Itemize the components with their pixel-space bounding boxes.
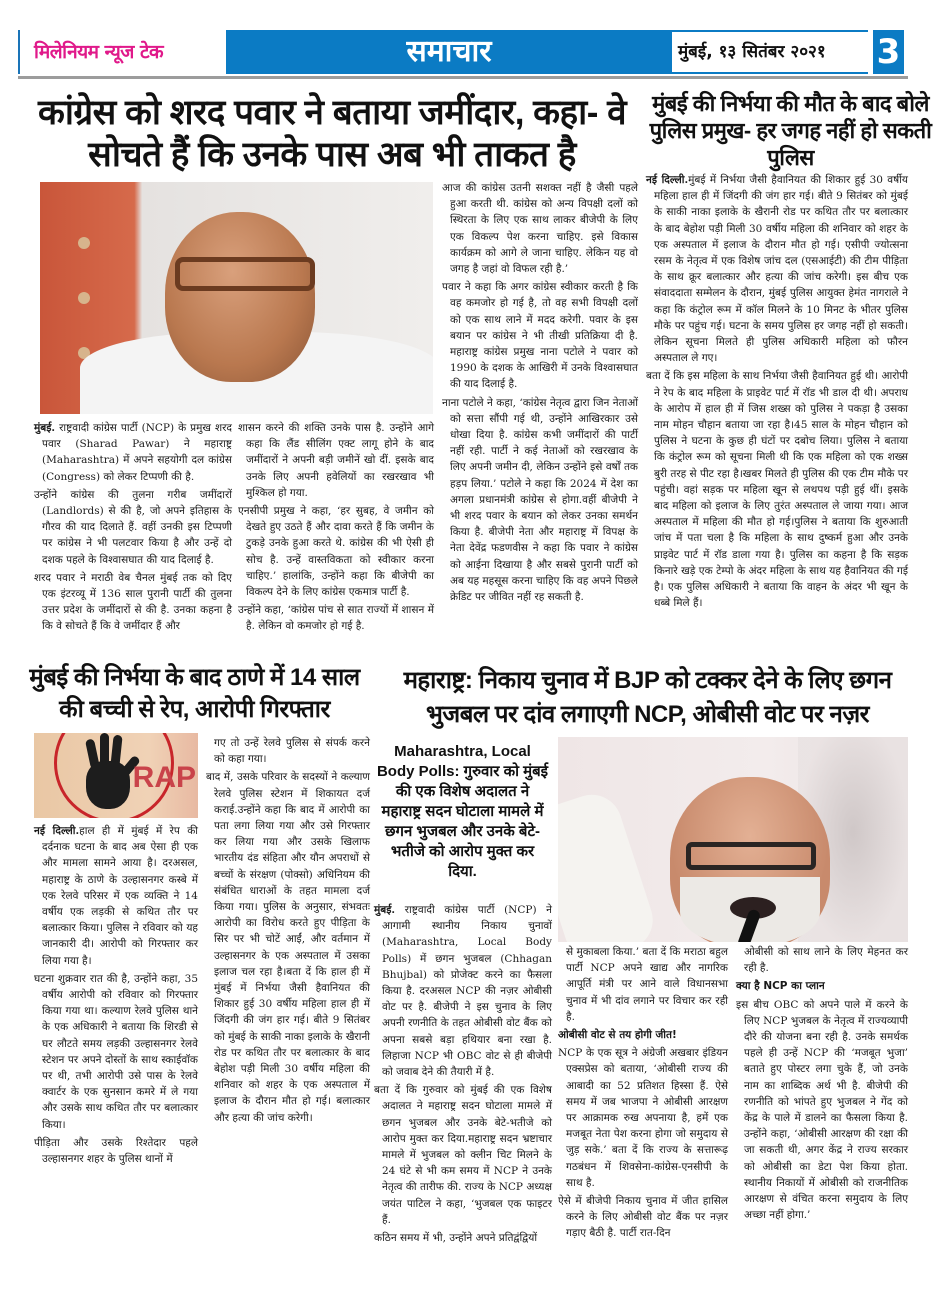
- page-number: 3: [868, 30, 904, 74]
- article-paragraph: [736, 944, 908, 976]
- story1-column-1: [34, 420, 232, 637]
- article-paragraph: [558, 944, 728, 1025]
- article-paragraph: [34, 823, 198, 969]
- paragraph-text: राष्ट्रवादी कांग्रेस पार्टी (NCP) ने आगामी स्थानीय निकाय चुनावों (Maharashtra, Local Body Polls) में छगन भुजबल (Chhagan Bhujbal) को प्रोजेक्ट करने का फैसला किया है. दरअसल NCP की नज़र ओबीसी वोट पर है. बीजेपी ने इस चुनाव के लिए अपनी रणनीति के तहत ओबीसी वोट बैंक को अपना सबसे बड़ा हथियार बना रखा है. लिहाजा NCP भी OBC वोट से ही बीजेपी को जवाब देने की तैयारी में है.: [382, 904, 552, 1079]
- photo-face: [165, 212, 315, 382]
- paragraph-text: बता दें कि इस महिला के साथ निर्भया जैसी हैवानियत हुई थी। आरोपी ने रेप के बाद महिला के प्राइवेट पार्ट में रॉड भी डाल दी थी। अपराध के आरोप में हाल ही में जिस शख्स को पुलिस ने पकड़ा है उसका नाम मोहन चौहान बताया जा रहा है।45 साल के मोहन चौहान को पुलिस ने घटना के कुछ ही घंटों पर दबोच लिया। पुलिस ने बताया कि कंट्रोल रूम को सूचना मिली थी कि एक महिला को एक शख्स बुरी तरह से पीट रहा है।खबर मिलते ही पुलिस की एक टीम मौके पर पहुंची। वहां सड़क पर महिला खून से लथपथ पड़ी हुई थीं। इसके बाद महिला को इलाज के लिए तुरंत अस्पताल ले जाया गया। आज अस्पताल में महिला की मौत हो गई।पुलिस ने बताया कि शुरुआती जांच में पता चला है कि महिला के साथ दुष्कर्म हुआ और उनके प्राइवेट पार्ट में रॉड डाला गया है। पुलिस का कहना है कि सड़क किनारे खड़े एक टेम्पो के अंदर महिला के साथ यह हैवानियत की गई है। एक पुलिस अधिकारी ने बताया कि वाहन के अंदर भी खून के धब्बे मिले हैं।: [646, 370, 908, 610]
- story3-column-1: [34, 823, 198, 1169]
- handprint-photo: [34, 733, 198, 818]
- article-paragraph: [34, 487, 232, 568]
- story3-headline: मुंबई की निर्भया के बाद ठाणे में 14 साल की बच्ची से रेप, आरोपी गिरफ्तार: [29, 664, 360, 723]
- paragraph-text: शरद पवार ने मराठी वेब चैनल मुंबई तक को दिए एक इंटरव्यू में 136 साल पुरानी पार्टी की तुलना उत्तर प्रदेश के जमींदारों से की है. उनका कहना है कि वे सोचते हैं कि वे जमींदार हैं और: [34, 571, 232, 633]
- paragraph-text: राष्ट्रवादी कांग्रेस पार्टी (NCP) के प्रमुख शरद पवार (Sharad Pawar) ने महाराष्ट्र (Maharashtra) में अपने सहयोगी दल कांग्रेस (Congress) को लेकर टिप्पणी की है.: [42, 422, 232, 483]
- story4-deck: Maharashtra, Local Body Polls: गुरुवार को मुंबई की एक विशेष अदालत ने महाराष्ट्र सदन घोटाला मामले में छगन भुजबल और उनके बेटे-भतीजे को आरोप मुक्त कर दिया.: [376, 743, 549, 880]
- story4-column-1: [374, 902, 552, 1248]
- story4-column-3: [736, 944, 908, 1225]
- article-paragraph: [206, 735, 370, 767]
- sharad-pawar-photo: [40, 182, 433, 414]
- newspaper-brand: मिलेनियम न्यूज टेक: [18, 30, 226, 74]
- masthead-divider: [18, 76, 908, 79]
- photo-glasses: [175, 257, 315, 291]
- masthead: [18, 30, 908, 74]
- photo-arm: [558, 787, 661, 942]
- paragraph-text: बाद में, उसके परिवार के सदस्यों ने कल्याण रेलवे पुलिस स्टेशन में शिकायत दर्ज कराई.उन्होंने कहा कि बाद में आरोपी का पता लगा लिया गया और उसे गिरफ्तार कर लिया गया और उसके खिलाफ भारतीय दंड संहिता और यौन अपराधों से बच्चों के संरक्षण (पोक्सो) अधिनियम की संबंधित धाराओं के तहत मामला दर्ज किया गया। पुलिस के अनुसार, संभवतः आरोपी का विरोध करते हुए पीड़िता के सिर पर भी चोटें आईं, और वर्तमान में उल्हासनगर के एक अस्पताल में उसका इलाज चल रहा है।बता दें कि हाल ही में मुंबई में निर्भया जैसी हैवानियत की शिकार हुई 30 वर्षीय महिला हाल ही में जिंदगी की जंग हार गई। बीते 9 सितंबर को मुंबई के साकी नाका इलाके के खैरानी रोड पर कथित तौर पर बलात्कार के बाद बेहोश पड़ी मिली 30 वर्षीय महिला की शनिवार को शहर के एक अस्पताल में इलाज के दौरान मौत हो गई। बलात्कार और हत्या की जांच करेगी।: [206, 771, 370, 1124]
- paragraph-text: आज की कांग्रेस उतनी सशक्त नहीं है जैसी पहले हुआ करती थी. कांग्रेस को अन्य विपक्षी दलों को स्थिरता के लिए एक साथ लाकर बीजेपी के लिए एक विकल्प पेश करना चाहिए. इसे विकास कार्यक्रम को आगे ले जाना चाहिए. लेकिन यह वो जगह है जहां वो विफल रही है.’: [442, 182, 638, 276]
- story3-column-2: [206, 735, 370, 1128]
- paragraph-text: हाल ही में मुंबई में रेप की दर्दनाक घटना के बाद अब ऐसा ही एक और मामला सामने आया है। दरअसल, महाराष्ट्र के ठाणे के उल्हासनगर कस्बे में एक रेलवे परिसर में एक व्यक्ति ने 14 वर्षीय एक लड़की से कथित तौर पर बलात्कार किया। पुलिस ने रविवार को यह जानकारी दी। आरोपी को गिरफ्तार कर लिया गया है।: [42, 825, 198, 967]
- paragraph-text: से मुकाबला किया.’ बता दें कि मराठा बहुल पार्टी NCP अपने खाद्य और नागरिक आपूर्ति मंत्री पर आने वाले विधानसभा चुनाव में भी दांव लगाने पर विचार कर रही है.: [566, 946, 728, 1023]
- paragraph-text: शासन करने की शक्ति उनके पास है. उन्होंने आगे कहा कि लैंड सीलिंग एक्ट लागू होने के बाद जमींदारों ने अपनी बड़ी जमीनें खो दीं. इसके बाद उनके लिए अपनी हवेलियों का रखरखाव भी मुश्किल हो गया.: [238, 422, 434, 499]
- paragraph-text: गए तो उन्हें रेलवे पुलिस से संपर्क करने को कहा गया।: [214, 737, 370, 766]
- paragraph-text: घटना शुक्रवार रात की है, उन्होंने कहा, 35 वर्षीय आरोपी को रविवार को गिरफ्तार किया गया था। कल्याण रेलवे पुलिस थाने के एक अधिकारी ने बताया कि शिरडी से घर लौटते समय लड़की उल्हासनगर रेलवे स्टेशन पर अपने दोस्तों के साथ स्काईवॉक पर थी, तभी आरोपी उसे पास के रेलवे क्वार्टर के एक सुनसान कमरे में ले गया और उसके साथ कथित तौर पर बलात्कार किया।: [34, 972, 198, 1131]
- story1-column-2: [238, 420, 434, 637]
- article-paragraph: [34, 570, 232, 635]
- paragraph-text: उन्होंने कांग्रेस की तुलना गरीब जमींदारों (Landlords) से की है, जो अपने इतिहास के गौरव की याद दिलाते हैं. वहीं उनकी इस टिप्पणी पर कांग्रेस ने भी पलटवार किया है और उन्हें दो दशक पहले के विश्वासघात की याद दिलाई है.: [34, 488, 232, 566]
- story2-body: [646, 172, 908, 613]
- article-paragraph: [646, 172, 908, 366]
- article-paragraph: [374, 1230, 552, 1246]
- paragraph-text: इस बीच OBC को अपने पाले में करने के लिए NCP भुजबल के नेतृत्व में राज्यव्यापी दौरे की योजना बना रही है. उनके समर्थक पहले ही उन्हें NCP की ‘मजबूत भुजा’ बताते हुए पोस्टर लगा चुके हैं, जो उनके नाम का शाब्दिक अर्थ भी है. बीजेपी की रणनीति को भांपते हुए भुजबल ने गेंद को केंद्र के पाले में डालने का फैसला किया है. उन्होंने कहा, ‘ओबीसी आरक्षण की रक्षा की जा सकती थी, अगर केंद्र ने राज्य सरकार को ओबीसी का डेटा पेश किया होता. स्थानीय निकायों में ओबीसी को राजनीतिक आरक्षण से वंचित करना समुदाय के लिए अच्छा नहीं होगा.’: [736, 998, 908, 1222]
- article-paragraph: [34, 420, 232, 485]
- paragraph-text: कठिन समय में भी, उन्होंने अपने प्रतिद्वंद्वियों: [374, 1232, 538, 1245]
- article-paragraph: [558, 1045, 728, 1191]
- article-paragraph: [442, 395, 638, 606]
- paragraph-text: एनसीपी प्रमुख ने कहा, ‘हर सुबह, वे जमीन को देखते हुए उठते हैं और दावा करते हैं कि जमीन के टुकड़े उनके हुआ करते थे. कांग्रेस की भी ऐसी ही सोच है. उन्हें वास्तविकता को स्वीकार करना चाहिए.’ हालांकि, उन्होंने कहा कि बीजेपी का विकल्प देने के लिए कांग्रेस एकमात्र पार्टी है.: [238, 505, 434, 599]
- handprint-icon: [86, 761, 130, 809]
- subheading: क्या है NCP का प्लान: [736, 980, 825, 993]
- coat-button-icon: [78, 292, 90, 304]
- story1-headline: कांग्रेस को शरद पवार ने बताया जमींदार, कहा- वे सोचते हैं कि उनके पास अब भी ताकत है: [37, 93, 627, 174]
- paragraph-text: बता दें कि गुरुवार को मुंबई की एक विशेष अदालत ने महाराष्ट्र सदन घोटाला मामले में छगन भुजबल और उनके बेटे-भतीजे को आरोप मुक्त कर दिया.महाराष्ट्र सदन भ्रष्टाचार मामले में भुजबल को क्लीन चिट मिलने के 24 घंटे से भी कम समय में NCP ने उनके नेतृत्व की तारीफ की. राज्य के NCP अध्यक्ष जयंत पाटिल ने कहा, ‘भुजबल एक फाइटर हैं.: [374, 1084, 552, 1226]
- article-paragraph: [558, 1193, 728, 1242]
- paragraph-text: नाना पटोले ने कहा, ‘कांग्रेस नेतृत्व द्वारा जिन नेताओं को सत्ता सौंपी गई थी, उन्होंने आखिरकार उसे धोखा दिया है. कांग्रेस कभी जमींदारों की पार्टी नहीं रही. पार्टी ने कई नेताओं को रखरखाव के लिए अपनी जमीन दी, लेकिन उन्होंने इसे वर्षों तक हड़प लिया.’ पटोले ने कहा कि 2024 में देश का अगला प्रधानमंत्री कांग्रेस से होगा.वहीं बीजेपी ने भी शरद पवार के बयान को लेकर उनका समर्थन किया है. बीजेपी नेता और महाराष्ट्र में विपक्ष के नेता देवेंद्र फडणवीस ने कहा कि पवार ने कांग्रेस को आईना दिखाया है और सबसे पुरानी पार्टी को अब यह महसूस करना चाहिए कि वह अपने पिछले क्रेडिट पर जीवित नहीं रह सकती है.: [442, 396, 639, 604]
- paragraph-text: ओबीसी को साथ लाने के लिए मेहनत कर रही है.: [744, 946, 908, 975]
- paragraph-text: पीड़िता और उसके रिश्तेदार पहले उल्हासनगर शहर के पुलिस थानों में: [34, 1136, 198, 1166]
- paragraph-text: NCP के एक सूत्र ने अंग्रेजी अखबार इंडियन एक्सप्रेस को बताया, ‘ओबीसी राज्य की आबादी का 52 प्रतिशत हिस्सा हैं. ऐसे समय में जब भाजपा ने ओबीसी आरक्षण पर आक्रामक रुख अपनाया है, हमें एक मजबूत नेता पेश करना होगा जो समुदाय से जुड़ सके.’ बता दें कि राज्य के सत्तारूढ़ गठबंधन में शिवसेना-कांग्रेस-एनसीपी के साथ है.: [558, 1047, 728, 1189]
- paragraph-text: उन्होंने कहा, ‘कांग्रेस पांच से सात राज्यों में शासन में है. लेकिन वो कमजोर हो गई है.: [238, 604, 434, 633]
- story2-headline: मुंबई की निर्भया की मौत के बाद बोले पुलिस प्रमुख- हर जगह नहीं हो सकती पुलिस: [649, 91, 932, 170]
- paragraph-text: मुंबई में निर्भया जैसी हैवानियत की शिकार हुई 30 वर्षीय महिला हाल ही में जिंदगी की जंग हार गई। बीते 9 सितंबर को मुंबई के साकी नाका इलाके के खैरानी रोड पर कथित तौर पर बलात्कार के बाद बेहोश पड़ी मिली 30 वर्षीय महिला की शनिवार को शहर के एक अस्पताल में इलाज के दौरान मौत हो गई। एसीपी ज्योत्सना रसम के नेतृत्व में एक विशेष जांच दल (एसआईटी) की टीम पीड़िता के साथ क्रूर बलात्कार और हत्या की जांच करेगी। इस बीच एक संवाददाता सम्मेलन के दौरान, मुंबई पुलिस आयुक्त हेमंत नागराले ने कहा कि कंट्रोल रूम में कॉल मिलने के 10 मिनट के भीतर पुलिस मौके पर पहुंच गई। घटना के समय पुलिस हर जगह नहीं हो सकती। लेकिन सूचना मिलते ही पुलिस अधिकारी महिला को फौरन अस्पताल ले गए।: [654, 174, 908, 365]
- article-paragraph: [736, 997, 908, 1224]
- story4-column-2: [558, 944, 728, 1244]
- dateline: मुंबई.: [34, 422, 56, 434]
- article-paragraph: [442, 180, 638, 277]
- story4-headline: महाराष्ट्र: निकाय चुनाव में BJP को टक्कर देने के लिए छगन भुजबल पर दांव लगाएगी NCP, ओबीसी वोट पर नज़र: [403, 667, 892, 728]
- edition-date: मुंबई, १३ सितंबर २०२१: [672, 30, 880, 74]
- article-paragraph: [238, 420, 434, 501]
- article-paragraph: [238, 602, 434, 634]
- article-paragraph: [646, 368, 908, 611]
- photo-glasses: [686, 842, 816, 870]
- dateline: नई दिल्ली.: [646, 174, 689, 186]
- rap-text: RAP: [132, 761, 196, 794]
- dateline: मुंबई.: [374, 904, 396, 916]
- article-paragraph: [442, 279, 638, 392]
- article-paragraph: [34, 971, 198, 1133]
- article-paragraph: [206, 769, 370, 1125]
- dateline: नई दिल्ली.: [34, 825, 80, 837]
- chhagan-bhujbal-photo: [558, 737, 908, 942]
- subheading: ओबीसी वोट से तय होगी जीत!: [558, 1029, 677, 1042]
- coat-button-icon: [78, 237, 90, 249]
- story1-column-3: [442, 180, 638, 607]
- article-paragraph: [374, 902, 552, 1080]
- article-paragraph: [34, 1135, 198, 1167]
- paragraph-text: पवार ने कहा कि अगर कांग्रेस स्वीकार करती है कि वह कमजोर हो गई है, तो वह सभी विपक्षी दलों को एक साथ लाने में मदद करेगी. पवार के इस बयान पर कांग्रेस ने भी तीखी प्रतिक्रिया दी है. महाराष्ट्र कांग्रेस प्रमुख नाना पटोले ने पवार को 1990 के दशक के आखिरी में उनके विश्वासघात की याद दिलाई है.: [442, 281, 638, 391]
- article-paragraph: [238, 503, 434, 600]
- paragraph-text: ऐसे में बीजेपी निकाय चुनाव में जीत हासिल करने के लिए ओबीसी वोट बैंक पर नज़र गड़ाए बैठी है. पार्टी रात-दिन: [558, 1195, 728, 1240]
- article-paragraph: [374, 1082, 552, 1228]
- section-title: समाचार: [226, 30, 672, 74]
